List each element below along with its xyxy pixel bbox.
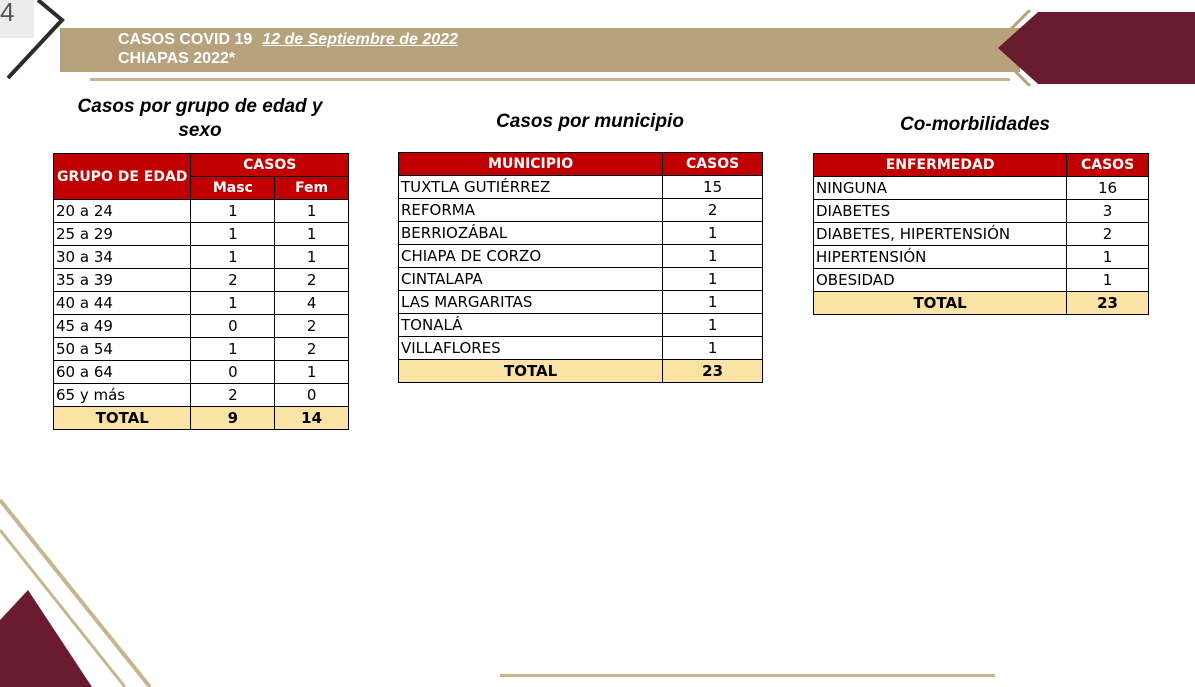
- municipio-cases-cell: 1: [663, 314, 763, 337]
- table-row: [54, 361, 349, 384]
- table-row: [399, 222, 763, 245]
- table-row: [399, 268, 763, 291]
- disease-cases-cell: 1: [1067, 269, 1149, 292]
- municipio-cases-cell: 2: [663, 199, 763, 222]
- disease-cases-cell: 16: [1067, 177, 1149, 200]
- age-group-cell: 65 y más: [54, 384, 191, 407]
- page-number: 4: [0, 0, 34, 38]
- table-row: [399, 337, 763, 360]
- table-row: [54, 292, 349, 315]
- age-group-cell: 30 a 34: [54, 246, 191, 269]
- comorbidity-header-disease: ENFERMEDAD: [814, 154, 1067, 177]
- municipio-cases-cell: 1: [663, 268, 763, 291]
- table-row: [814, 223, 1149, 246]
- municipio-header-name: MUNICIPIO: [399, 153, 663, 176]
- age-group-cell: 35 a 39: [54, 269, 191, 292]
- total-fem: 14: [275, 407, 349, 430]
- total-row: [54, 407, 349, 430]
- brand-banner: [990, 10, 1195, 86]
- age-header-masc: Masc: [191, 177, 275, 200]
- municipio-name-cell: VILLAFLORES: [399, 337, 663, 360]
- total-cases: 23: [663, 360, 763, 383]
- disease-cases-cell: 2: [1067, 223, 1149, 246]
- municipio-name-cell: TONALÁ: [399, 314, 663, 337]
- corner-decoration: [0, 490, 160, 687]
- masc-cell: 0: [191, 361, 275, 384]
- fem-cell: 4: [275, 292, 349, 315]
- total-label: TOTAL: [54, 407, 191, 430]
- age-group-cell: 20 a 24: [54, 200, 191, 223]
- header-title: CASOS COVID 19: [118, 31, 253, 48]
- age-group-cell: 25 a 29: [54, 223, 191, 246]
- table-row: [399, 176, 763, 199]
- fem-cell: 2: [275, 315, 349, 338]
- municipio-name-cell: LAS MARGARITAS: [399, 291, 663, 314]
- age-group-cell: 60 a 64: [54, 361, 191, 384]
- comorbidity-table: [813, 153, 1149, 315]
- table-row: [814, 200, 1149, 223]
- disease-name-cell: NINGUNA: [814, 177, 1067, 200]
- table-row: [399, 314, 763, 337]
- table-row: [399, 245, 763, 268]
- age-table: [53, 153, 349, 430]
- municipio-name-cell: CHIAPA DE CORZO: [399, 245, 663, 268]
- age-header-cases: CASOS: [191, 154, 349, 177]
- table-row: [54, 338, 349, 361]
- header-subtitle: CHIAPAS 2022*: [118, 50, 236, 67]
- municipio-cases-cell: 1: [663, 222, 763, 245]
- age-section-title: Casos por grupo de edad y sexo: [77, 96, 323, 141]
- footer-line: [500, 674, 995, 677]
- masc-cell: 0: [191, 315, 275, 338]
- fem-cell: 2: [275, 269, 349, 292]
- age-header-group: GRUPO DE EDAD: [54, 154, 191, 200]
- disease-cases-cell: 3: [1067, 200, 1149, 223]
- municipio-cases-cell: 15: [663, 176, 763, 199]
- table-row: [54, 246, 349, 269]
- municipio-cases-cell: 1: [663, 337, 763, 360]
- table-row: [54, 269, 349, 292]
- comorbidity-section-title: Co-morbilidades: [900, 114, 1050, 135]
- total-cases: 23: [1067, 292, 1149, 315]
- municipio-name-cell: BERRIOZÁBAL: [399, 222, 663, 245]
- masc-cell: 1: [191, 200, 275, 223]
- fem-cell: 0: [275, 384, 349, 407]
- total-row: [814, 292, 1149, 315]
- table-row: [399, 199, 763, 222]
- masc-cell: 1: [191, 292, 275, 315]
- age-group-cell: 45 a 49: [54, 315, 191, 338]
- table-row: [54, 384, 349, 407]
- disease-cases-cell: 1: [1067, 246, 1149, 269]
- header-title-block: [118, 30, 458, 68]
- municipio-header-cases: CASOS: [663, 153, 763, 176]
- municipio-cases-cell: 1: [663, 291, 763, 314]
- table-row: [54, 223, 349, 246]
- header-date: 12 de Septiembre de 2022: [262, 31, 458, 48]
- fem-cell: 2: [275, 338, 349, 361]
- masc-cell: 1: [191, 246, 275, 269]
- total-row: [399, 360, 763, 383]
- disease-name-cell: OBESIDAD: [814, 269, 1067, 292]
- fem-cell: 1: [275, 200, 349, 223]
- masc-cell: 1: [191, 338, 275, 361]
- disease-name-cell: DIABETES, HIPERTENSIÓN: [814, 223, 1067, 246]
- age-group-cell: 40 a 44: [54, 292, 191, 315]
- masc-cell: 2: [191, 384, 275, 407]
- municipio-name-cell: REFORMA: [399, 199, 663, 222]
- municipio-table: [398, 152, 763, 383]
- disease-name-cell: HIPERTENSIÓN: [814, 246, 1067, 269]
- age-group-cell: 50 a 54: [54, 338, 191, 361]
- total-label: TOTAL: [814, 292, 1067, 315]
- fem-cell: 1: [275, 361, 349, 384]
- table-row: [54, 200, 349, 223]
- comorbidity-header-cases: CASOS: [1067, 154, 1149, 177]
- table-row: [54, 315, 349, 338]
- age-header-fem: Fem: [275, 177, 349, 200]
- table-row: [814, 177, 1149, 200]
- table-row: [399, 291, 763, 314]
- municipio-section-title: Casos por municipio: [496, 111, 684, 132]
- table-row: [814, 246, 1149, 269]
- disease-name-cell: DIABETES: [814, 200, 1067, 223]
- total-masc: 9: [191, 407, 275, 430]
- header-underline: [90, 78, 1010, 81]
- table-row: [814, 269, 1149, 292]
- municipio-name-cell: CINTALAPA: [399, 268, 663, 291]
- total-label: TOTAL: [399, 360, 663, 383]
- masc-cell: 1: [191, 223, 275, 246]
- fem-cell: 1: [275, 223, 349, 246]
- fem-cell: 1: [275, 246, 349, 269]
- masc-cell: 2: [191, 269, 275, 292]
- municipio-cases-cell: 1: [663, 245, 763, 268]
- municipio-name-cell: TUXTLA GUTIÉRREZ: [399, 176, 663, 199]
